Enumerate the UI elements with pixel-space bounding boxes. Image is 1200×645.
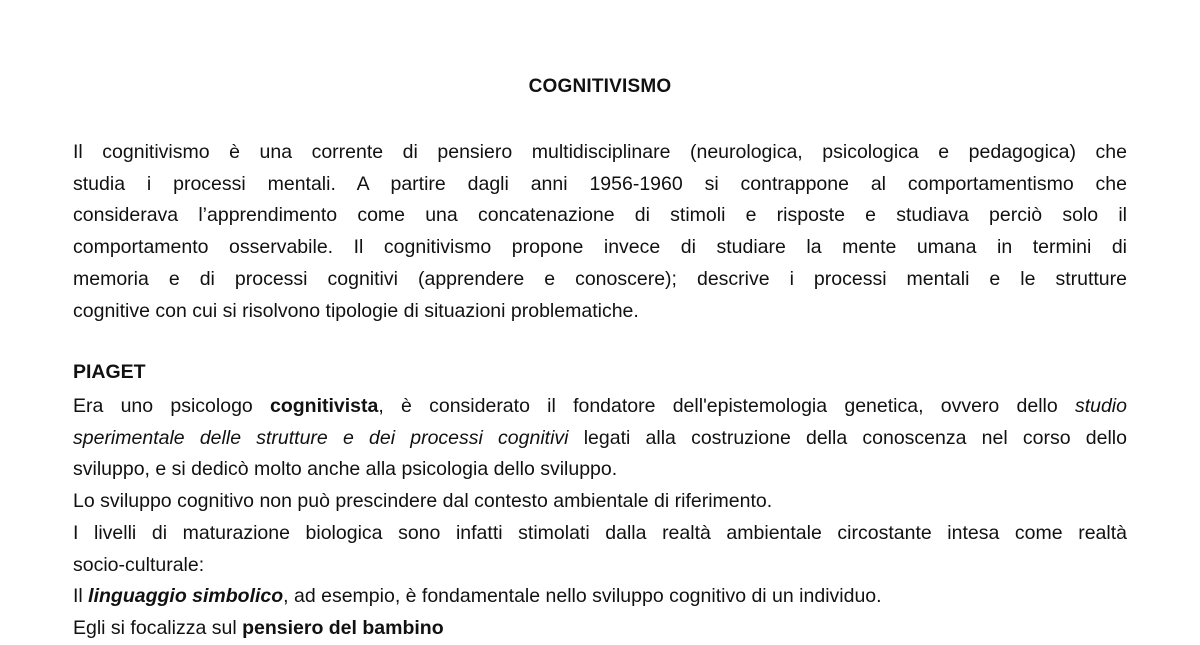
piaget-line-1 (73, 391, 1127, 423)
intro-line: considerava l’apprendimento come una concatenazione di stimoli e risposte e studiava perciò solo il (73, 204, 1127, 227)
intro-line: Il cognitivismo è una corrente di pensiero multidisciplinare (neurologica, psicologica e pedagogica) che (73, 141, 1127, 163)
bold-term: pensiero del bambino (242, 616, 444, 639)
text-run: , è considerato il fondatore dell'epistemologia genetica, ovvero dello (378, 395, 1075, 417)
intro-paragraph (73, 137, 1127, 327)
piaget-line-5: I livelli di maturazione biologica sono infatti stimolati dalla realtà ambientale circostante intesa come realtà (73, 521, 1127, 544)
intro-line: memoria e di processi cognitivi (apprendere e conoscere); descrive i processi mentali e le strutture (73, 267, 1127, 290)
bold-italic-term: linguaggio simbolico (88, 585, 284, 608)
piaget-line-7 (73, 581, 1127, 613)
italic-term: studio (1074, 395, 1127, 417)
piaget-line-3: sviluppo, e si dedicò molto anche alla psicologia dello sviluppo. (73, 458, 618, 481)
piaget-line-8 (73, 613, 1127, 645)
text-run: Era uno psicologo (73, 395, 270, 417)
intro-line: studia i processi mentali. A partire dagli anni 1956-1960 si contrappone al comportamentismo che (73, 172, 1127, 195)
piaget-line-4: Lo sviluppo cognitivo non può prescindere dal contesto ambientale di riferimento. (73, 490, 773, 513)
italic-phrase: sperimentale delle strutture e dei processi cognitivi (73, 426, 569, 449)
intro-line: cognitive con cui si risolvono tipologie di situazioni problematiche. (73, 299, 639, 322)
document-title: COGNITIVISMO (528, 76, 672, 97)
piaget-line-6: socio-culturale: (73, 553, 205, 576)
piaget-line-2 (73, 423, 1127, 455)
bold-term-cognitivista: cognitivista (270, 395, 379, 417)
text-run: legati alla costruzione della conoscenza nel corso dello (568, 426, 1127, 449)
piaget-paragraph (73, 391, 1127, 645)
text-run: Egli si focalizza sul (73, 616, 243, 639)
section-heading-piaget: PIAGET (73, 361, 146, 383)
text-run: Il (73, 585, 89, 608)
intro-line: comportamento osservabile. Il cognitivismo propone invece di studiare la mente umana in termini di (73, 236, 1127, 259)
text-run: , ad esempio, è fondamentale nello sviluppo cognitivo di un individuo. (283, 585, 882, 608)
